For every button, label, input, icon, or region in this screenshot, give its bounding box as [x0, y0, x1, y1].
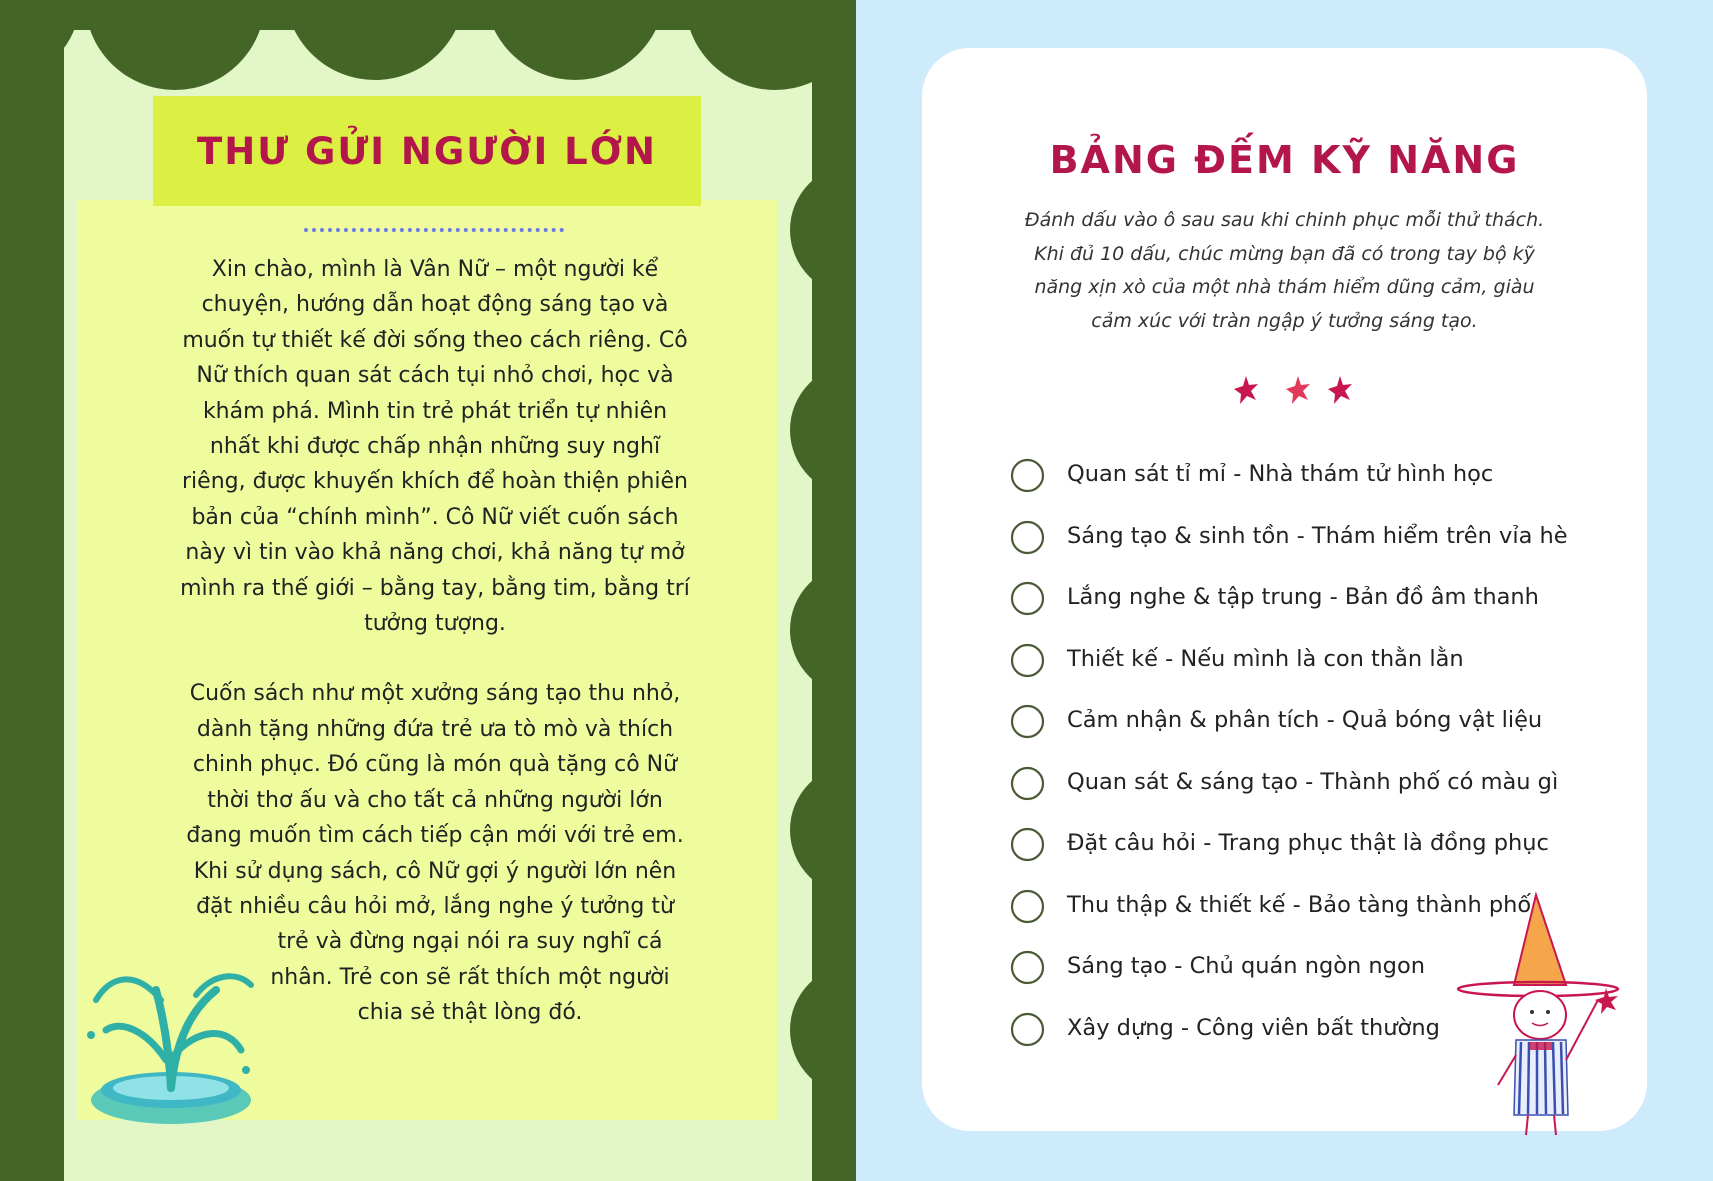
skill-label: Xây dựng - Công viên bất thường [1067, 1014, 1440, 1041]
skill-item [1010, 458, 1568, 520]
checkbox-circle[interactable] [1010, 581, 1045, 616]
checkbox-circle[interactable] [1010, 889, 1045, 924]
letter-paragraph-2: Cuốn sách như một xưởng sáng tạo thu nhỏ, dành tặng những đứa trẻ ưa tò mò và thích chinh phục. Đó cũng là món quà tặng cô Nữ thời thơ ấu và cho tất cả những người lớn đang muốn tìm cách tiếp cận mới với trẻ em. Khi sử dụng sách, cô Nữ gợi ý người lớn nên đặt nhiều câu hỏi mở, lắng nghe ý tưởng từ [186, 681, 684, 919]
dotted-divider [304, 228, 564, 232]
checkbox-circle[interactable] [1010, 1012, 1045, 1047]
skill-item [1010, 520, 1568, 582]
checkbox-circle[interactable] [1010, 520, 1045, 555]
skill-item [1010, 643, 1568, 705]
letter-title-box [153, 96, 701, 206]
skill-label: Thiết kế - Nếu mình là con thằn lằn [1067, 645, 1464, 672]
fountain-illustration [66, 940, 266, 1140]
checkbox-circle[interactable] [1010, 458, 1045, 493]
skill-label: Quan sát & sáng tạo - Thành phố có màu gì [1067, 768, 1559, 795]
letter-title: THƯ GỬI NGƯỜI LỚN [196, 129, 657, 173]
left-page [0, 0, 856, 1181]
checkbox-circle[interactable] [1010, 704, 1045, 739]
skill-item [1010, 827, 1568, 889]
star-icon [1234, 376, 1258, 404]
skill-label: Thu thập & thiết kế - Bảo tàng thành phố [1067, 891, 1532, 918]
skill-label: Đặt câu hỏi - Trang phục thật là đồng phục [1067, 830, 1549, 856]
wizard-illustration [1456, 890, 1636, 1145]
stars-decoration [1234, 372, 1354, 412]
star-icon [1328, 376, 1352, 404]
skill-item [1010, 581, 1568, 643]
skills-title: BẢNG ĐẾM KỸ NĂNG [1049, 138, 1520, 182]
star-icon [1286, 376, 1310, 404]
skill-item [1010, 766, 1568, 828]
skill-label: Sáng tạo & sinh tồn - Thám hiểm trên vỉa hè [1067, 522, 1568, 549]
checkbox-circle[interactable] [1010, 643, 1045, 678]
skills-intro: Đánh dấu vào ô sau sau khi chinh phục mỗi thử thách. Khi đủ 10 dấu, chúc mừng bạn đã có trong tay bộ kỹ năng xịn xò của một nhà thám hiểm dũng cảm, giàu cảm xúc với tràn ngập ý tưởng sáng tạo. [1024, 209, 1545, 332]
letter-paragraph-1: Xin chào, mình là Vân Nữ – một người kể chuyện, hướng dẫn hoạt động sáng tạo và muốn tự thiết kế đời sống theo cách riêng. Cô Nữ thích quan sát cách tụi nhỏ chơi, học và khám phá. Mình tin trẻ phát triển tự nhiên nhất khi được chấp nhận những suy nghĩ riêng, được khuyến khích để hoàn thiện phiên bản của “chính mình”. Cô Nữ viết cuốn sách này vì tin vào khả năng chơi, khả năng tự mở mình ra thế giới – bằng tay, bằng tim, bằng trí tưởng tượng. [180, 257, 690, 637]
skill-label: Lắng nghe & tập trung - Bản đồ âm thanh [1067, 584, 1539, 610]
skill-label: Sáng tạo - Chủ quán ngòn ngon [1067, 953, 1425, 979]
skill-label: Cảm nhận & phân tích - Quả bóng vật liệu [1067, 707, 1543, 733]
checkbox-circle[interactable] [1010, 766, 1045, 801]
checkbox-circle[interactable] [1010, 950, 1045, 985]
letter-body [178, 252, 692, 1031]
letter-paragraph-2-tail: trẻ và đừng ngại nói ra suy nghĩ cá nhân. Trẻ con sẽ rất thích một người chia sẻ thật lòng đó. [270, 929, 670, 1026]
skill-item [1010, 704, 1568, 766]
skill-label: Quan sát tỉ mỉ - Nhà thám tử hình học [1067, 461, 1494, 487]
checkbox-circle[interactable] [1010, 827, 1045, 862]
